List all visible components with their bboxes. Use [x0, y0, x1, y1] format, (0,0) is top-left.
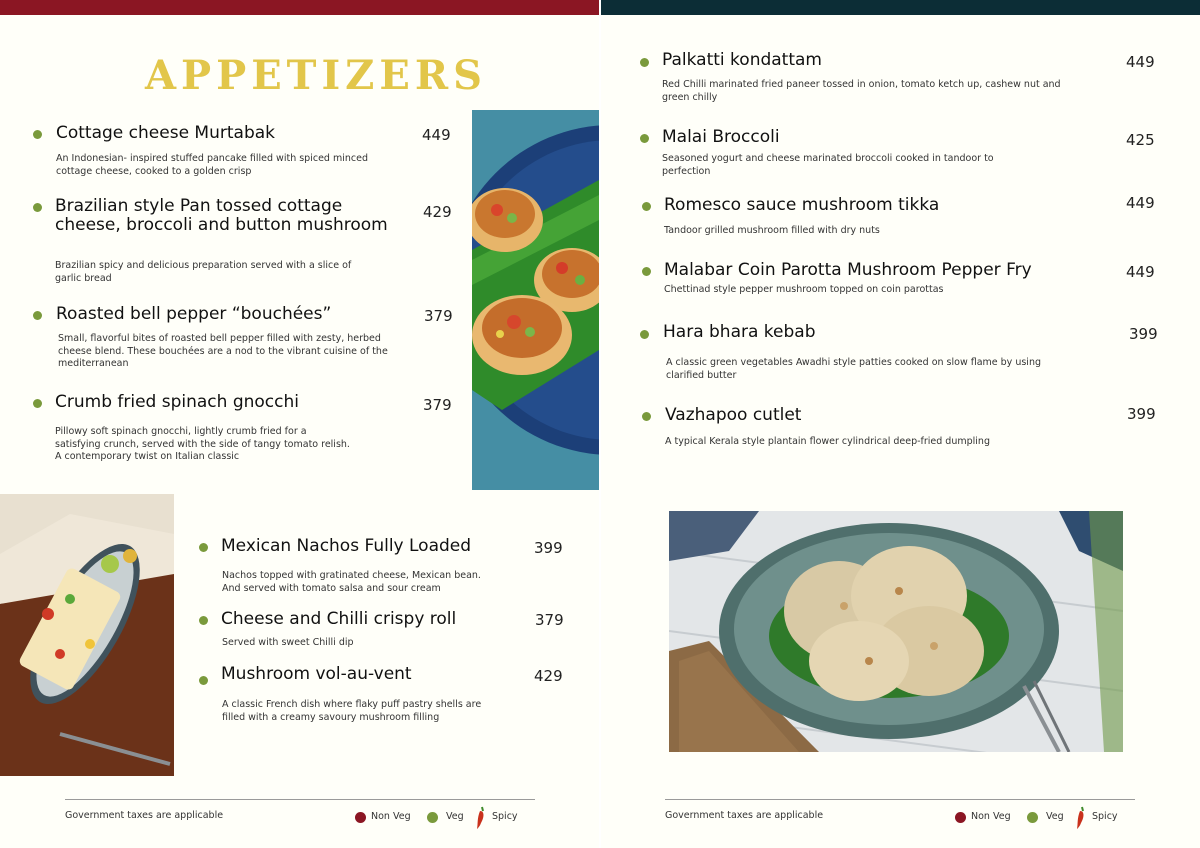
item-price: 379 [535, 611, 564, 629]
item-name: Malai Broccoli [662, 127, 780, 147]
veg-dot-icon [640, 134, 649, 143]
item-description: Small, flavorful bites of roasted bell pepper filled with zesty, herbed cheese blend. These bouchées are a nod to the vibrant cuisine of the mediterranean [58, 333, 388, 369]
item-name: Vazhapoo cutlet [665, 405, 802, 425]
veg-dot-icon [642, 267, 651, 276]
veg-dot-icon [199, 676, 208, 685]
legend-non-veg: Non Veg [371, 811, 411, 822]
chilli-icon [475, 806, 487, 830]
item-price: 399 [1129, 325, 1158, 343]
item-name: Palkatti kondattam [662, 50, 822, 70]
top-band [601, 0, 1200, 15]
veg-dot-icon [427, 812, 438, 823]
item-description: A classic French dish where flaky puff pastry shells are filled with a creamy savoury mushroom filling [222, 699, 482, 723]
vazhapoo-cutlet-photo [669, 511, 1123, 752]
top-band [0, 0, 599, 15]
non-veg-dot-icon [355, 812, 366, 823]
item-description: Served with sweet Chilli dip [222, 637, 354, 648]
page-title: APPETIZERS [145, 52, 487, 99]
item-price: 449 [422, 126, 451, 144]
item-description: Seasoned yogurt and cheese marinated broccoli cooked in tandoor to perfection [662, 153, 994, 177]
item-description: Pillowy soft spinach gnocchi, lightly crumb fried for a satisfying crunch, served with the side of tangy tomato relish. A contemporary twist on Italian classic [55, 426, 350, 462]
item-description: A typical Kerala style plantain flower cylindrical deep-fried dumpling [665, 436, 990, 447]
item-price: 449 [1126, 53, 1155, 71]
item-name: Crumb fried spinach gnocchi [55, 392, 299, 412]
item-description: Tandoor grilled mushroom filled with dry nuts [664, 225, 880, 236]
chilli-icon [1075, 806, 1087, 830]
item-description: An Indonesian- inspired stuffed pancake filled with spiced minced cottage cheese, cooked to a golden crisp [56, 153, 368, 177]
left-menu-page [0, 0, 599, 848]
item-description: Chettinad style pepper mushroom topped on coin parottas [664, 284, 944, 295]
veg-dot-icon [33, 399, 42, 408]
item-price: 449 [1126, 194, 1155, 212]
item-description: A classic green vegetables Awadhi style patties cooked on slow flame by using clarified butter [666, 357, 1041, 381]
item-description: Red Chilli marinated fried paneer tossed in onion, tomato ketch up, cashew nut and green chilly [662, 79, 1061, 103]
cheese-roll-photo [0, 494, 174, 776]
tax-note: Government taxes are applicable [665, 810, 824, 821]
item-description: Brazilian spicy and delicious preparation served with a slice of garlic bread [55, 260, 352, 284]
item-price: 429 [423, 203, 452, 221]
item-name: Roasted bell pepper “bouchées” [56, 304, 332, 324]
veg-dot-icon [642, 202, 651, 211]
legend-veg: Veg [1046, 811, 1064, 822]
item-name: Mexican Nachos Fully Loaded [221, 536, 472, 556]
veg-dot-icon [33, 203, 42, 212]
veg-dot-icon [642, 412, 651, 421]
footer-divider [665, 799, 1135, 800]
veg-dot-icon [640, 330, 649, 339]
item-description: Nachos topped with gratinated cheese, Mexican bean. And served with tomato salsa and sour cream [222, 570, 481, 594]
item-name: Malabar Coin Parotta Mushroom Pepper Fry [664, 260, 1032, 280]
legend-spicy: Spicy [492, 811, 518, 822]
item-price: 449 [1126, 263, 1155, 281]
legend-non-veg: Non Veg [971, 811, 1011, 822]
veg-dot-icon [33, 130, 42, 139]
veg-dot-icon [33, 311, 42, 320]
tax-note: Government taxes are applicable [65, 810, 224, 821]
item-name: Romesco sauce mushroom tikka [664, 195, 940, 215]
non-veg-dot-icon [955, 812, 966, 823]
item-name: Cottage cheese Murtabak [56, 123, 275, 143]
item-name: Cheese and Chilli crispy roll [221, 609, 457, 629]
item-price: 379 [423, 396, 452, 414]
legend-veg: Veg [446, 811, 464, 822]
right-menu-page [601, 0, 1200, 848]
item-name: Brazilian style Pan tossed cottage cheese, broccoli and button mushroom [55, 196, 388, 235]
item-price: 399 [534, 539, 563, 557]
legend-spicy: Spicy [1092, 811, 1118, 822]
bouchees-photo [472, 110, 599, 490]
item-price: 429 [534, 667, 563, 685]
item-price: 425 [1126, 131, 1155, 149]
veg-dot-icon [199, 543, 208, 552]
veg-dot-icon [1027, 812, 1038, 823]
item-price: 379 [424, 307, 453, 325]
item-price: 399 [1127, 405, 1156, 423]
footer-divider [65, 799, 535, 800]
item-name: Mushroom vol-au-vent [221, 664, 412, 684]
item-name: Hara bhara kebab [663, 322, 816, 342]
veg-dot-icon [640, 58, 649, 67]
veg-dot-icon [199, 616, 208, 625]
